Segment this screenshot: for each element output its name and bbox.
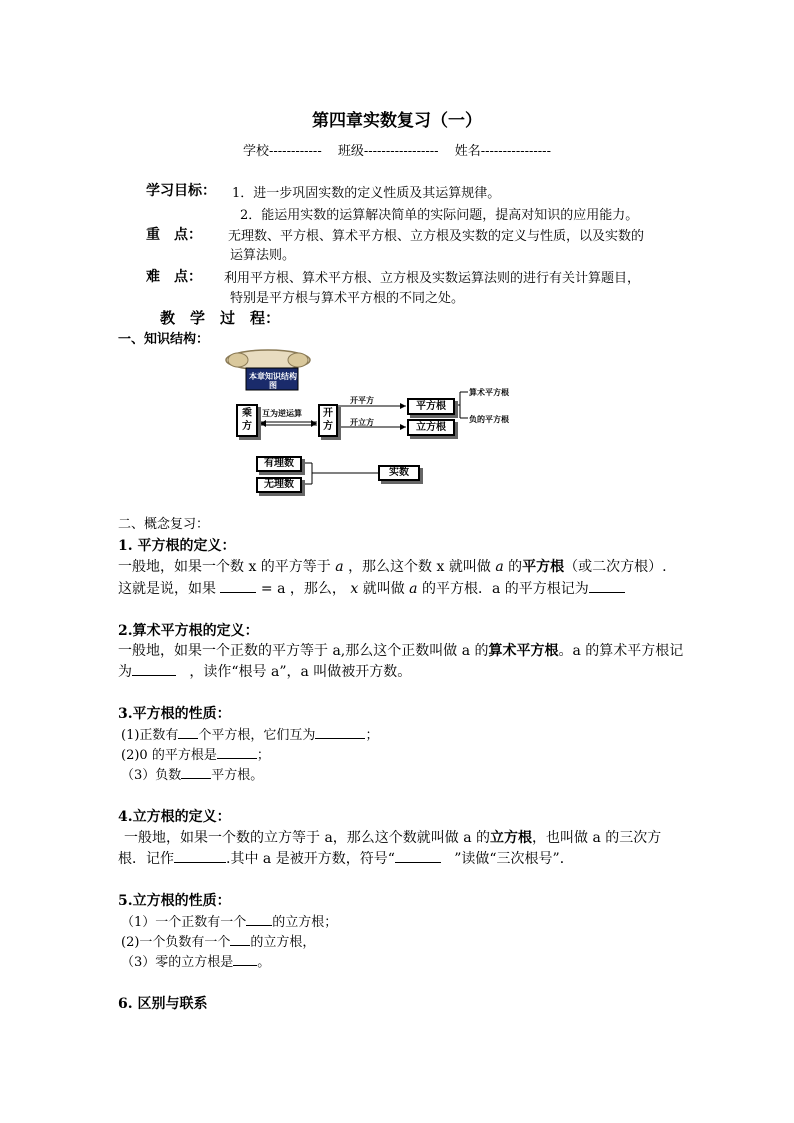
goal-item-1: 1．进一步巩固实数的定义性质及其运算规律。 <box>232 186 501 201</box>
diagram-banner: 本章知识结构图 <box>249 372 297 390</box>
box-chengfang: 乘方 <box>236 404 258 437</box>
key-label: 重 点： <box>146 227 202 243</box>
c2-line-1: 一般地，如果一个正数的平方等于 a,那么这个正数叫做 a 的算术平方根。a 的算术平方根记 <box>118 643 684 659</box>
c6-heading: 6. 区别与联系 <box>118 996 208 1012</box>
c4-blank-2[interactable] <box>395 850 441 863</box>
student-info <box>0 140 794 159</box>
goals-label: 学习目标： <box>146 183 216 199</box>
key-line-1: 无理数、平方根、算术平方根、立方根及实数的定义与性质，以及实数的 <box>228 229 645 244</box>
label-fu: 负的平方根 <box>469 415 509 424</box>
c1-heading: 1. 平方根的定义： <box>118 538 236 554</box>
key-line-2: 运算法则。 <box>230 248 296 263</box>
c3-line-1: (1)正数有 个平方根，它们互为 ； <box>121 728 379 743</box>
hard-label: 难 点： <box>146 269 202 285</box>
box-kaifang: 开方 <box>318 404 338 437</box>
c3-blank-4[interactable] <box>181 766 211 779</box>
c3-line-3: （3）负数 平方根。 <box>121 768 264 783</box>
c4-line-2: 根．记作 .其中 a 是被开方数，符号“ ”读做“三次根号”． <box>118 851 574 867</box>
label-suanshu: 算术平方根 <box>469 388 509 397</box>
c1-blank-2[interactable] <box>589 580 625 593</box>
name-field: 姓名---------------- <box>454 144 551 159</box>
box-lifanggen: 立方根 <box>407 419 455 436</box>
c3-line-2: (2)0 的平方根是 ； <box>121 748 270 763</box>
c5-blank-3[interactable] <box>233 953 257 966</box>
c4-blank-1[interactable] <box>174 850 226 863</box>
label-hu-wei: 互为逆运算 <box>262 409 302 418</box>
hard-line-1: 利用平方根、算术平方根、立方根及实数运算法则的进行有关计算题目， <box>224 271 641 286</box>
label-kai-lifang: 开立方 <box>350 418 374 427</box>
c2-line-2: 为 ，读作“根号 a”，a 叫做被开方数。 <box>118 664 412 680</box>
c1-line-2: 这就是说，如果 = a ，那么， x 就叫做 a 的平方根．a 的平方根记为 <box>118 578 625 598</box>
c3-blank-2[interactable] <box>315 726 365 739</box>
c1-line-1: 一般地，如果一个数 x 的平方等于 a ，那么这个数 x 就叫做 a 的平方根（或二次方根）. <box>118 559 667 575</box>
c5-blank-2[interactable] <box>230 933 250 946</box>
box-pingfanggen: 平方根 <box>407 398 455 415</box>
c5-blank-1[interactable] <box>246 913 272 926</box>
c5-line-1: （1）一个正数有一个 的立方根； <box>121 915 338 930</box>
c3-heading: 3.平方根的性质： <box>118 706 231 722</box>
school-field: 学校------------ <box>243 144 322 159</box>
knowledge-structure-diagram <box>220 346 530 496</box>
c5-line-2: (2)一个负数有一个 的立方根， <box>121 935 316 950</box>
c4-heading: 4.立方根的定义： <box>118 809 231 825</box>
c4-line-1: 一般地，如果一个数的立方等于 a，那么这个数就叫做 a 的立方根，也叫做 a 的三次方 <box>124 830 662 846</box>
c3-blank-1[interactable] <box>178 726 198 739</box>
box-youli: 有理数 <box>256 456 302 472</box>
c3-blank-3[interactable] <box>217 746 257 759</box>
page-title: 第四章实数复习（一） <box>312 111 482 131</box>
process-label: 教 学 过 程： <box>160 309 281 327</box>
c2-heading: 2.算术平方根的定义： <box>118 623 259 639</box>
c2-blank-1[interactable] <box>132 663 176 676</box>
box-wuli: 无理数 <box>256 477 302 493</box>
class-field: 班级----------------- <box>337 144 439 159</box>
section-1-heading: 一、知识结构： <box>118 332 210 347</box>
box-shishu: 实数 <box>378 465 420 481</box>
c1-blank-1[interactable] <box>220 580 256 593</box>
goal-item-2: 2．能运用实数的运算解决简单的实际问题，提高对知识的应用能力。 <box>240 208 639 223</box>
c5-line-3: （3）零的立方根是 。 <box>121 955 271 970</box>
label-kai-pingfang: 开平方 <box>350 396 374 405</box>
c5-heading: 5.立方根的性质： <box>118 893 231 909</box>
hard-line-2: 特别是平方根与算术平方根的不同之处。 <box>230 291 465 306</box>
section-2-heading: 二、概念复习： <box>118 517 210 532</box>
